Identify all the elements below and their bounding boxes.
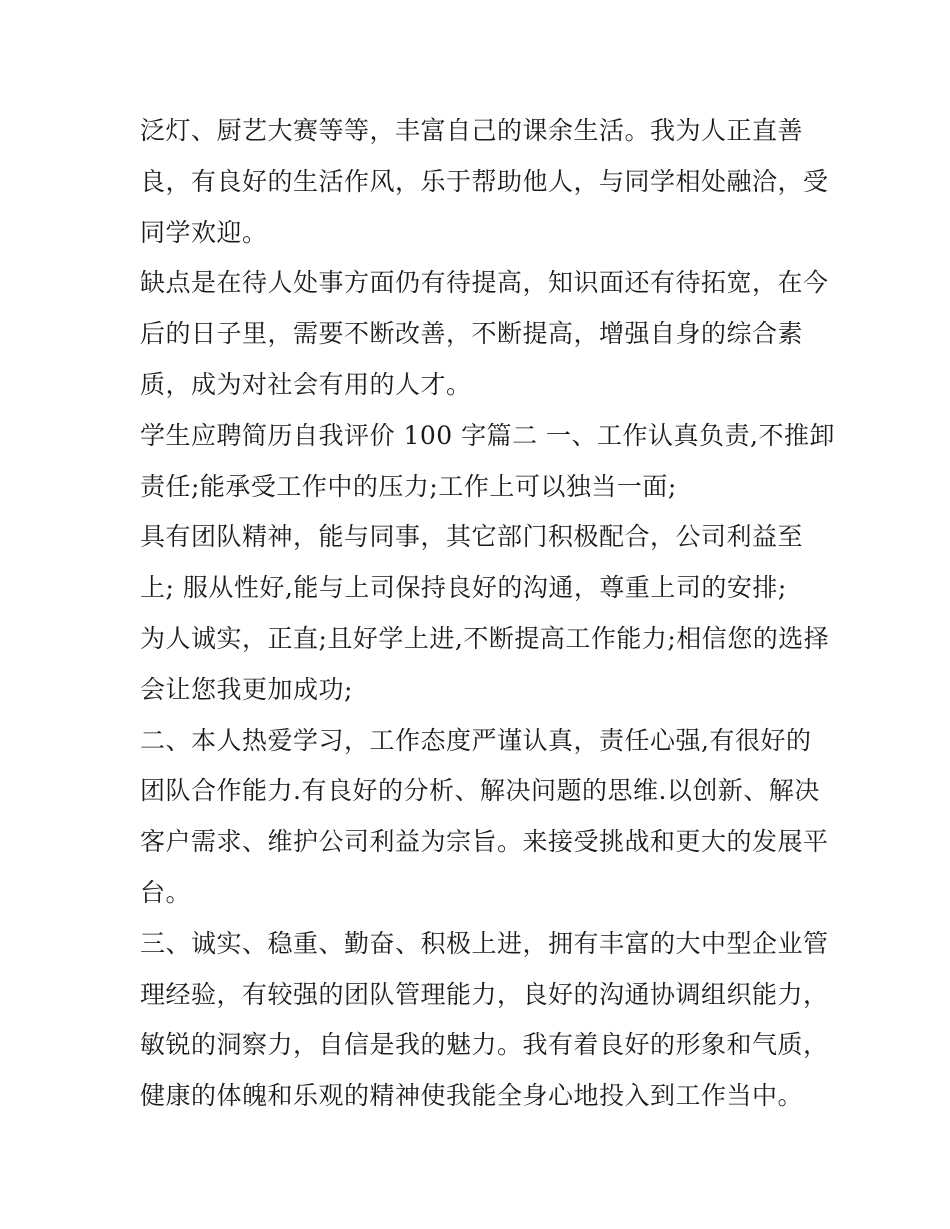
document-body [140, 106, 836, 1122]
text-line: 质，成为对社会有用的人才。 [140, 369, 472, 399]
paragraph-teamwork [140, 512, 830, 614]
text-line: 责任;能承受工作中的压力;工作上可以独当一面; [140, 471, 677, 501]
paragraph-honesty [140, 614, 830, 716]
text-line: 敏锐的洞察力，自信是我的魅力。我有着良好的形象和气质， [140, 1030, 829, 1060]
text-line: 会让您我更加成功; [140, 674, 353, 704]
text-line: 学生应聘简历自我评价 100 字篇二 一、工作认真负责,不推卸 [140, 420, 836, 450]
text-line: 良，有良好的生活作风，乐于帮助他人，与同学相处融洽，受 [140, 166, 829, 196]
paragraph-section-two-heading [140, 411, 836, 513]
text-line: 三、诚实、稳重、勤奋、积极上进，拥有丰富的大中型企业管 [140, 928, 829, 958]
paragraph-hobbies [140, 106, 830, 258]
text-line: 台。 [140, 877, 192, 907]
paragraph-point-two [140, 716, 830, 919]
text-line: 缺点是在待人处事方面仍有待提高，知识面还有待拓宽，在今 [140, 268, 829, 298]
text-line: 客户需求、维护公司利益为宗旨。来接受挑战和更大的发展平 [140, 827, 829, 857]
paragraph-point-three [140, 919, 830, 1122]
text-line: 同学欢迎。 [140, 217, 268, 247]
text-line: 泛灯、厨艺大赛等等，丰富自己的课余生活。我为人正直善 [140, 116, 804, 145]
text-line: 健康的体魄和乐观的精神使我能全身心地投入到工作当中。 [140, 1081, 804, 1111]
text-line: 二、本人热爱学习，工作态度严谨认真，责任心强,有很好的 [140, 725, 812, 755]
text-line: 后的日子里，需要不断改善，不断提高，增强自身的综合素 [140, 319, 804, 349]
text-line: 上; 服从性好,能与上司保持良好的沟通，尊重上司的安排; [140, 573, 787, 603]
text-line: 具有团队精神，能与同事，其它部门积极配合，公司利益至 [140, 522, 804, 552]
paragraph-weaknesses [140, 258, 830, 410]
text-line: 团队合作能力.有良好的分析、解决问题的思维.以创新、解决 [140, 776, 820, 806]
text-line: 理经验，有较强的团队管理能力，良好的沟通协调组织能力， [140, 979, 829, 1009]
text-line: 为人诚实，正直;且好学上进,不断提高工作能力;相信您的选择 [140, 623, 830, 653]
